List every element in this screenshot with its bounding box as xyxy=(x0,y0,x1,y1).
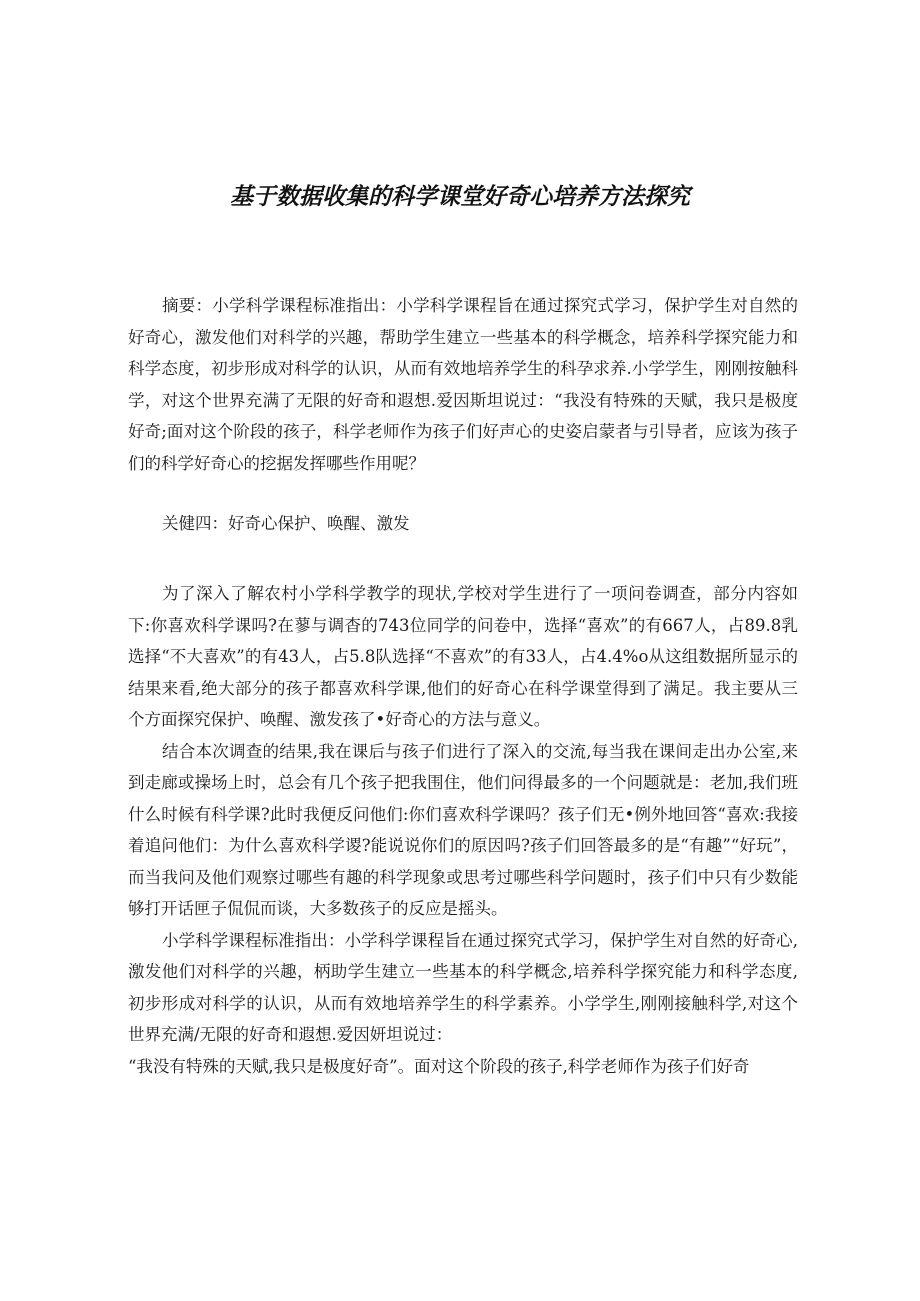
main-body xyxy=(128,578,798,1082)
abstract-paragraph: 摘要：小学科学课程标准指出：小学科学课程旨在通过探究式学习，保护学生对自然的好奇心，激发他们对科学的兴趣，帮助学生建立一些基本的科学概念，培养科学探究能力和科学态度，初步形成对科学的认识，从而有效地培养学生的科孕求养.小学学生，刚刚按触科学，对这个世界充满了无限的好奇和遐想.爱因斯坦说过：“我没有特殊的天赋，我只是极度好奇;面对这个阶段的孩子，科学老师作为孩子们好声心的史姿启蒙者与引导者，应该为孩子们的科学好奇心的挖据发挥哪些作用呢？ xyxy=(128,296,798,473)
quote-line: “我没有特殊的天赋,我只是极度好奇”。面对这个阶段的孩子,科学老师作为孩子们好奇 xyxy=(128,1056,750,1076)
abstract-section xyxy=(128,290,798,479)
body-paragraph-2: 结合本次调查的结果,我在课后与孩子们进行了深入的交流,每当我在课间走出办公室,来到走廊或操场上时，总会有几个孩子把我围住，他们问得最多的一个问题就是：老加,我们班什么时候有科学课?此时我便反问他们:你们喜欢科学课吗？孩子们无•例外地回答“喜欢:我接着追问他们：为什么喜欢科学谡?能说说你们的原因吗?孩子们回答最多的是“有趣”“好玩”，而当我问及他们观察过哪些有趣的科学现象或思考过哪些科学问题时，孩子们中只有少数能够打开话匣子侃侃而谈，大多数孩子的反应是摇头。 xyxy=(128,741,798,918)
keywords-section xyxy=(128,508,798,540)
body-paragraph-1: 为了深入了解农村小学科学教学的现状,学校对学生进行了一项问卷调查，部分内容如下:你喜欢科学课吗?在蓼与调杳的743位同学的问卷中，选择“喜欢”的有667人，占89.8乳选择“不大喜欢”的有43人，占5.8队选择“不喜欢”的有33人，占4.4%o从这组数据所显示的结果来看,绝大部分的孩子都喜欢科学课,他们的好奇心在科学课堂得到了满足。我主要从三个方面探究保护、唤醒、激发孩了•好奇心的方法与意义。 xyxy=(128,584,798,729)
keywords-line: 关健四：好奇心保护、唤醒、激发 xyxy=(162,514,410,533)
body-paragraph-3: 小学科学课程标准指出：小学科学课程旨在通过探究式学习，保护学生对自然的好奇心,激发他们对科学的兴趣，柄助学生建立一些基本的科学概念,培养科学探究能力和科学态度,初步形成对科学的认识，从而有效地培养学生的科学素养。小学学生,刚刚接触科学,对这个世界充满/无限的好奇和遐想.爱因妍坦说过： xyxy=(128,930,798,1044)
document-title: 基于数据收集的科学课堂好奇心培养方法探究 xyxy=(230,184,690,210)
